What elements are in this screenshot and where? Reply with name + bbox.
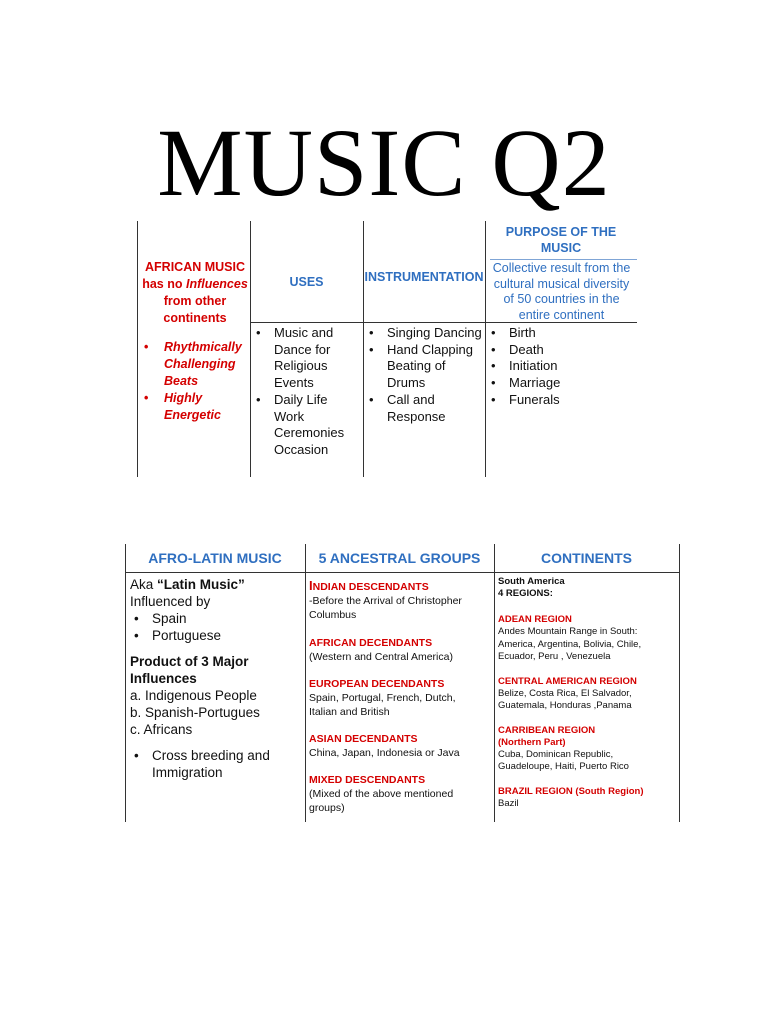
instrumentation-list <box>365 325 483 425</box>
list-item: • Funerals <box>487 392 635 409</box>
group-text: -Before the Arrival of Christopher <box>309 595 462 607</box>
african-music-traits <box>140 339 250 424</box>
continents-details <box>498 576 678 810</box>
region-text: America, Argentina, Bolivia, Chile, <box>498 638 642 650</box>
list-item: • Daily Life Work Ceremonies Occasion <box>252 392 360 459</box>
table-divider <box>490 259 637 260</box>
region-text: Bazil <box>498 797 519 809</box>
continent-name: South America <box>498 576 565 587</box>
region-heading: CARRIBEAN REGION <box>498 724 596 736</box>
afro-latin-table <box>125 544 680 822</box>
group-indian <box>309 579 492 622</box>
region-text: Ecuador, Peru , Venezuela <box>498 651 611 662</box>
ancestral-groups <box>309 579 492 815</box>
aka-line: Aka “Latin Music” <box>130 577 245 592</box>
region-heading: BRAZIL REGION (South Region) <box>498 785 644 797</box>
table-border <box>679 544 680 822</box>
group-text: Italian and British <box>309 706 390 718</box>
region-text: Cuba, Dominican Republic, <box>498 748 614 760</box>
table-border <box>485 221 486 477</box>
african-music-table <box>137 221 637 477</box>
list-item: c. Africans <box>130 722 193 737</box>
page-title: MUSIC Q2 <box>157 109 611 216</box>
list-item: • Marriage <box>487 375 635 392</box>
region-text: Belize, Costa Rica, El Salvador, <box>498 687 632 699</box>
product-heading: Product of 3 Major <box>130 654 249 669</box>
table-border <box>125 544 126 822</box>
list-item: • Rhythmically Challenging Beats <box>140 339 250 390</box>
table-border <box>363 221 364 477</box>
table-border <box>305 544 306 822</box>
group-text: China, Japan, Indonesia or Java <box>309 747 460 759</box>
region-text: Guatemala, Honduras ,Panama <box>498 700 632 711</box>
region-brazil <box>498 786 678 811</box>
table-border <box>494 544 495 822</box>
table-divider <box>125 572 680 573</box>
group-european <box>309 678 492 719</box>
list-item: • Spain <box>130 610 302 627</box>
purpose-description: Collective result from the cultural musical diversity of 50 countries in the entire continent <box>492 261 631 322</box>
group-text: Spain, Portugal, French, Dutch, <box>309 692 456 704</box>
african-music-description <box>140 259 250 424</box>
continents-header: CONTINENTS <box>541 550 632 566</box>
product-heading: Influences <box>130 671 197 686</box>
region-heading: (Northern Part) <box>498 736 566 748</box>
list-item: a. Indigenous People <box>130 688 257 703</box>
region-text: Andes Mountain Range in South: <box>498 626 638 637</box>
group-heading: EUROPEAN DECENDANTS <box>309 678 445 690</box>
african-music-intro: AFRICAN MUSIC has no Influences from other continents <box>142 260 248 325</box>
group-heading: MIXED DESCENDANTS <box>309 774 426 786</box>
table-border <box>250 221 251 477</box>
list-item: • Death <box>487 342 635 359</box>
uses-header: USES <box>289 275 324 289</box>
list-item: • Portuguese <box>130 627 302 644</box>
list-item: • Singing Dancing <box>365 325 483 342</box>
afro-latin-details <box>130 576 302 781</box>
uses-list <box>252 325 360 459</box>
group-mixed <box>309 774 492 815</box>
group-heading: AFRICAN DECENDANTS <box>309 637 433 649</box>
list-item: b. Spanish-Portugues <box>130 705 260 720</box>
group-text: (Western and Central America) <box>309 651 453 663</box>
region-central-american <box>498 676 678 713</box>
purpose-header: PURPOSE OF THE MUSIC <box>505 225 617 255</box>
purpose-list <box>487 325 635 409</box>
ancestral-groups-header: 5 ANCESTRAL GROUPS <box>318 550 481 566</box>
region-heading: CENTRAL AMERICAN REGION <box>498 675 637 687</box>
group-text: (Mixed of the above mentioned <box>309 788 454 800</box>
list-item: • Cross breeding and <box>130 747 302 764</box>
group-heading: INDIAN DESCENDANTS <box>309 578 429 593</box>
list-item: • Birth <box>487 325 635 342</box>
influenced-by: Influenced by <box>130 594 211 609</box>
list-item-continued: Immigration <box>152 765 223 780</box>
region-heading: ADEAN REGION <box>498 614 572 625</box>
list-item: • Music and Dance for Religious Events <box>252 325 360 392</box>
group-text: groups) <box>309 802 345 814</box>
list-item: • Initiation <box>487 358 635 375</box>
list-item: • Hand Clapping Beating of Drums <box>365 342 483 392</box>
region-adean <box>498 614 678 664</box>
list-item: • Call and Response <box>365 392 483 425</box>
group-heading: ASIAN DECENDANTS <box>309 733 418 745</box>
group-text: Columbus <box>309 609 357 621</box>
list-item: • Highly Energetic <box>140 390 250 424</box>
group-asian <box>309 733 492 760</box>
instrumentation-header: INSTRUMENTATION <box>364 270 484 284</box>
region-text: Guadeloupe, Haiti, Puerto Rico <box>498 761 629 772</box>
table-border <box>137 221 138 477</box>
afro-latin-header: AFRO-LATIN MUSIC <box>148 550 282 566</box>
regions-count: 4 REGIONS: <box>498 588 553 599</box>
region-carribean <box>498 725 678 774</box>
group-african <box>309 637 492 664</box>
